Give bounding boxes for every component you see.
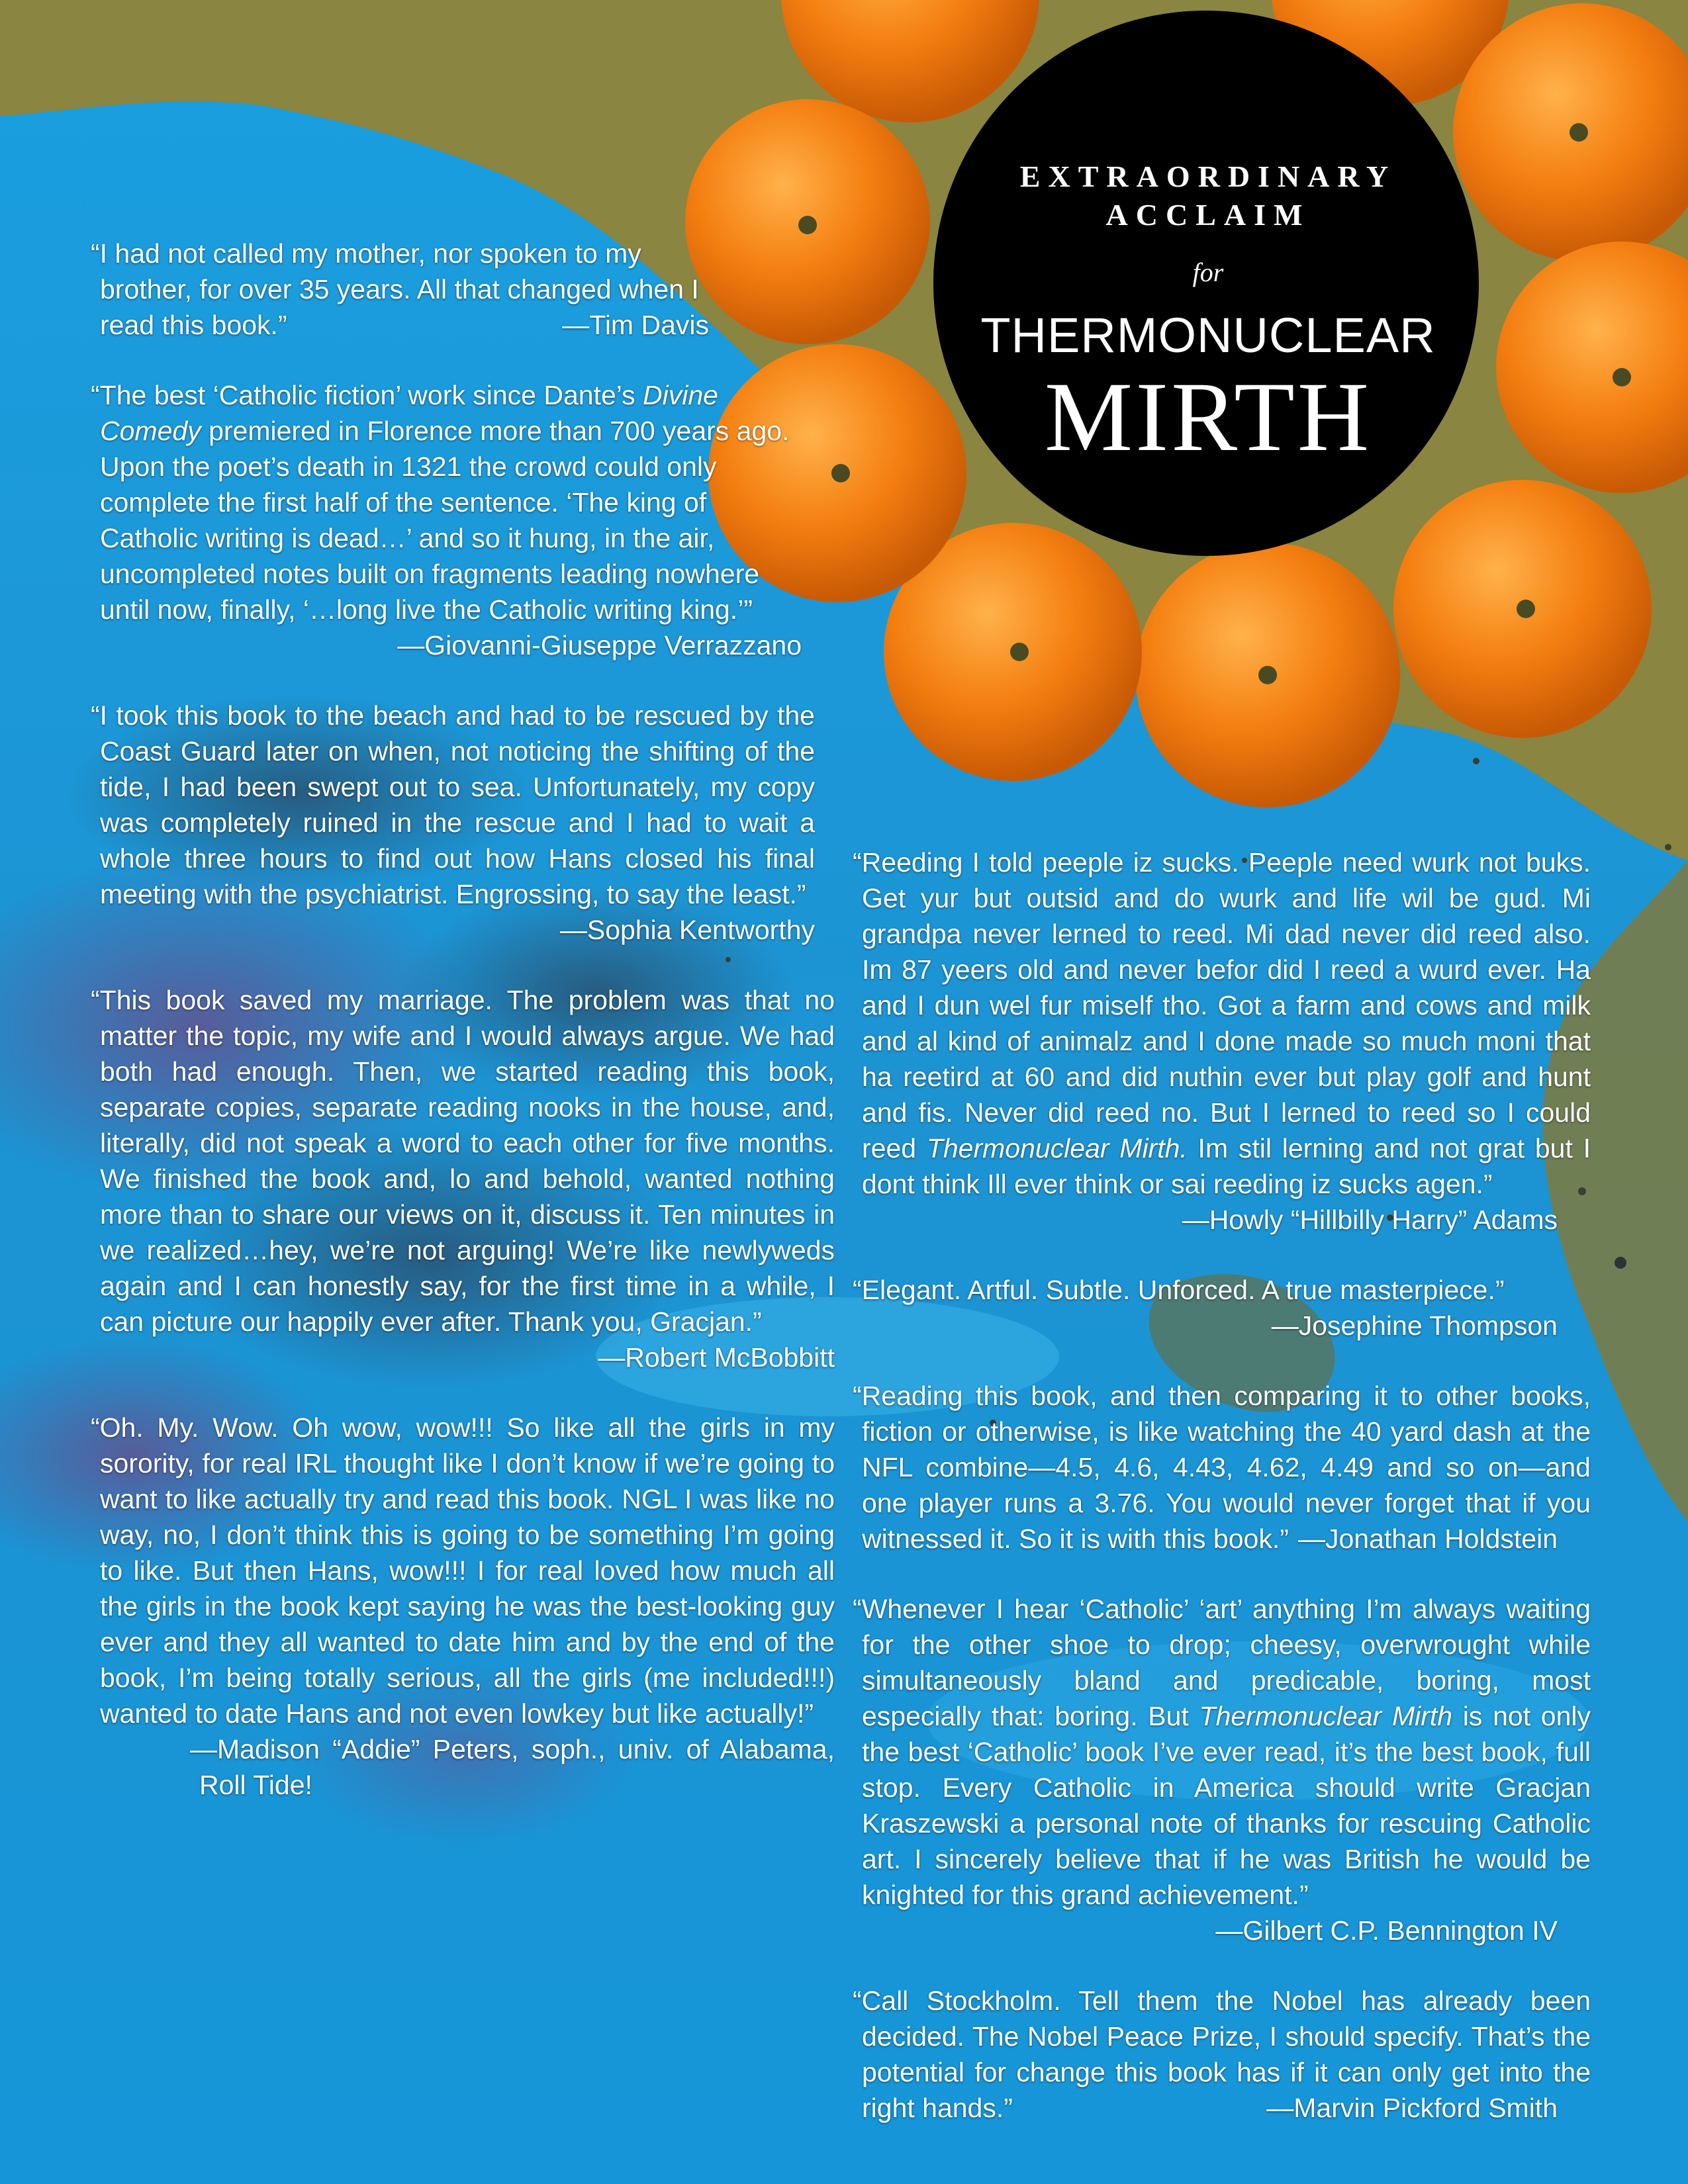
quote-text: “I took this book to the beach and had to be rescued by the Coast Guard later on when, not noticing the shifting of the tide, I had been swept out to sea. Unfortunately, my copy was completely ruined in the rescue and I had to wait a whole three hours to find out how Hans closed his final meeting with the psychiatrist. Engrossing, to say the least.” — [91, 700, 815, 909]
quote-text: “Oh. My. Wow. Oh wow, wow!!! So like all the girls in my sorority, for real IRL thought like I don’t know if we’re going to want to like actually try and read this book. NGL I was like no way, no, I don’t think this is going to be something I’m going to like. But then Hans, wow!!! I for real loved how much all the girls in the book kept saying he was the best-looking guy ever and they all wanted to date him and by the end of the book, I’m being totally serious, all the girls (me included!!!) wanted to date Hans and not even lowkey but like actually!” — [91, 1412, 835, 1729]
quote-attribution: —Giovanni-Giuseppe Verrazzano — [397, 630, 802, 660]
quote-attribution: —Sophia Kentworthy — [559, 915, 815, 945]
quote-tim-davis — [91, 236, 709, 343]
quote-attribution: —Robert McBobbitt — [598, 1342, 835, 1373]
quote-attribution: —Josephine Thompson — [1271, 1310, 1558, 1341]
right-quotes-column — [853, 844, 1591, 2160]
quote-attribution: —Tim Davis — [562, 310, 709, 340]
quote-attribution: —Madison “Addie” Peters, soph., univ. of Alabama, Roll Tide! — [190, 1734, 835, 1800]
quote-attribution: —Marvin Pickford Smith — [1266, 2093, 1558, 2123]
quote-text-italic: Divine Comedy — [100, 380, 718, 446]
title-block — [937, 20, 1479, 576]
quote-text: “Reeding I told peeple iz sucks. Peeple need wurk not buks. Get yur but outsid and do wurk and life wil be gud. Mi grandpa never lerned to reed. Mi dad never did reed also. Im 87 yeers old and never befor did I reed a wurd ever. Ha and I dun wel fur miself tho. Got a farm and cows and milk and al kind of animalz and I done made so much moni that ha reetird at 60 and did nuthin ever but play golf and hunt and fis. Never did reed no. But I lerned to reed so I could reed — [853, 847, 1591, 1163]
quote-holdstein — [853, 1378, 1591, 1557]
left-quotes-column — [91, 236, 835, 1837]
quote-attribution: —Jonathan Holdstein — [1297, 1524, 1558, 1554]
acclaim-line-2: ACCLAIM — [1105, 198, 1311, 232]
quote-kentworthy — [91, 698, 815, 948]
book-title-line-2: MIRTH — [1044, 362, 1372, 472]
acclaim-heading — [937, 158, 1479, 234]
quote-text: “Reading this book, and then comparing it to other books, fiction or otherwise, is like watching the 40 yard dash at the NFL combine—4.5, 4.6, 4.43, 4.62, 4.49 and so on—and one player runs a 3.76. You would never forget that if you witnessed it. So it is with this book.” — [853, 1381, 1591, 1554]
quote-text: Im stil lerning and not grat but I dont think Ill ever think or sai reeding iz sucks agen.” — [862, 1133, 1591, 1199]
quote-adams — [853, 844, 1591, 1238]
quote-text: “Call Stockholm. Tell them the Nobel has already been decided. The Nobel Peace Prize, I should specify. That’s the potential for change this book has if it can only get into the right hands.” — [853, 1985, 1591, 2123]
quote-text-italic: Thermonuclear Mirth — [1199, 1701, 1453, 1731]
quote-attribution: —Gilbert C.P. Bennington IV — [1215, 1915, 1558, 1946]
quote-smith — [853, 1983, 1591, 2126]
book-title-line-1: THERMONUCLEAR — [980, 308, 1436, 363]
quote-verrazzano — [91, 377, 802, 663]
quote-bennington — [853, 1591, 1591, 1948]
quote-text: premiered in Florence more than 700 years ago. Upon the poet’s death in 1321 the crowd could only complete the first half of the sentence. ‘The king of Catholic writing is dead…’ and so it hung, in the air, uncompleted notes built on fragments leading nowhere until now, finally, ‘…long live the Catholic writing king.’” — [100, 416, 790, 625]
quote-mcbobbitt — [91, 982, 835, 1375]
quote-text: “I had not called my mother, nor spoken to my brother, for over 35 years. All that changed when I read this book.” — [91, 238, 699, 340]
quote-text: is not only the best ‘Catholic’ book I’ve ever read, it’s the best book, full stop. Every Catholic in America should write Gracjan Kraszewski a personal note of thanks for rescuing Catholic art. I sincerely believe that if he was British he would be knighted for this grand achievement.” — [862, 1701, 1591, 1910]
quote-text: “The best ‘Catholic fiction’ work since Dante’s — [91, 380, 643, 410]
quote-text: “This book saved my marriage. The problem was that no matter the topic, my wife and I would always argue. We had both had enough. Then, we started reading this book, separate copies, separate reading nooks in the house, and, literally, did not speak a word to each other for five months. We finished the book and, lo and behold, wanted nothing more than to share our views on it, discuss it. Ten minutes in we realized…hey, we’re not arguing! We’re like newlyweds again and I can honestly say, for the first time in a while, I can picture our happily ever after. Thank you, Gracjan.” — [91, 985, 835, 1337]
quote-attribution: —Howly “Hillbilly Harry” Adams — [1182, 1205, 1558, 1235]
for-label: for — [1192, 257, 1224, 287]
quote-text-italic: Thermonuclear Mirth. — [926, 1133, 1188, 1163]
quote-text: “Elegant. Artful. Subtle. Unforced. A true masterpiece.” — [853, 1275, 1505, 1305]
quote-text: “Whenever I hear ‘Catholic’ ‘art’ anything I’m always waiting for the other shoe to drop; cheesy, overwrought while simultaneously bland and predicable, boring, most especially that: boring. But — [853, 1594, 1591, 1731]
quote-peters — [91, 1410, 835, 1803]
quote-thompson — [853, 1272, 1591, 1343]
acclaim-line-1: EXTRAORDINARY — [1019, 159, 1397, 193]
